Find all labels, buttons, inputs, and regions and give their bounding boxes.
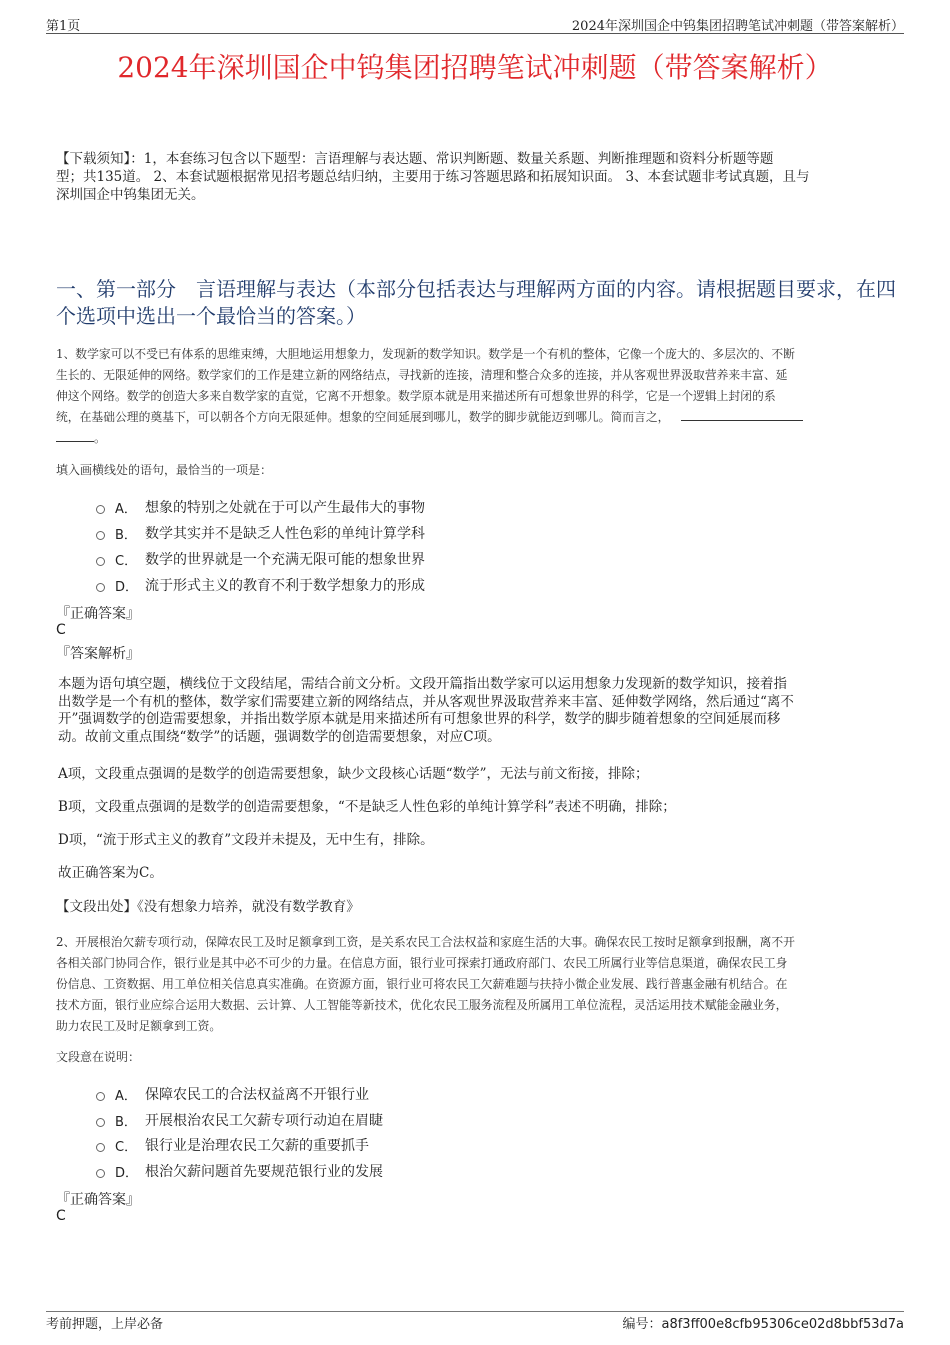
option-letter: B． — [115, 527, 137, 543]
option-text: 开展根治农民工欠薪专项行动迫在眉睫 — [145, 1113, 383, 1129]
option-text: 根治欠薪问题首先要规范银行业的发展 — [145, 1164, 383, 1180]
text-line: 动。故前文重点围绕“数学”的话题，强调数学的创造需要想象，对应C项。 — [58, 728, 501, 745]
radio-icon[interactable] — [96, 505, 105, 514]
option-c[interactable] — [96, 1135, 369, 1155]
text-segment: 。 — [94, 431, 106, 445]
radio-icon[interactable] — [96, 583, 105, 592]
header-page-number: 第1页 — [46, 19, 81, 34]
analysis-text — [58, 676, 894, 746]
text-segment: 统，在基础公理的奠基下，可以朝各个方向无限延伸。想象的空间延展到哪儿，数学的脚步就能迈到哪儿。简而言之， — [56, 410, 670, 424]
option-text: 数学的世界就是一个充满无限可能的想象世界 — [145, 552, 425, 568]
notice-line: 深圳国企中钨集团无关。 — [56, 187, 205, 203]
footer-id-label: 编号： — [622, 1317, 662, 1332]
option-b[interactable] — [96, 523, 425, 543]
option-text: 保障农民工的合法权益离不开银行业 — [145, 1087, 369, 1103]
footer-id-code: a8f3ff00e8cfb95306ce02d8bbf53d7a — [661, 1317, 904, 1332]
radio-icon[interactable] — [96, 557, 105, 566]
question-1-prompt: 填入画横线处的语句，最恰当的一项是： — [56, 463, 273, 477]
answer-value: C — [56, 622, 66, 638]
option-c[interactable] — [96, 549, 425, 569]
radio-icon[interactable] — [96, 1092, 105, 1101]
answer-label: 『正确答案』 — [56, 1192, 140, 1208]
text-line: 技术方面，银行业应综合运用大数据、云计算、人工智能等新技术，优化农民工服务流程及所属用工单位流程，灵活运用技术赋能金融业务， — [56, 998, 788, 1012]
analysis-item-b: B项，文段重点强调的是数学的创造需要想象，“不是缺乏人性色彩的单纯计算学科”表述不明确，排除； — [58, 799, 676, 815]
radio-icon[interactable] — [96, 1143, 105, 1152]
header-doc-title: 2024年深圳国企中钨集团招聘笔试冲刺题（带答案解析） — [571, 19, 904, 34]
radio-icon[interactable] — [96, 1169, 105, 1178]
text-line: 本题为语句填空题，横线位于文段结尾，需结合前文分析。文段开篇指出数学家可以运用想象力发现新的数学知识，接着指 — [58, 676, 787, 692]
option-b[interactable] — [96, 1110, 383, 1130]
text-line: 伸这个网络。数学的创造大多来自数学家的直觉，它离不开想象。数学原本就是用来描述所有可想象世界的科学，它是一个逻辑上封闭的系 — [56, 389, 776, 403]
answer-label: 『正确答案』 — [56, 606, 140, 622]
text-line — [56, 407, 898, 428]
footer-slogan: 考前押题，上岸必备 — [46, 1317, 164, 1332]
fill-blank — [681, 408, 803, 421]
fill-blank — [56, 429, 94, 442]
option-text: 流于形式主义的教育不利于数学想象力的形成 — [145, 578, 425, 594]
option-a[interactable] — [96, 497, 425, 517]
question-1-text — [56, 344, 898, 449]
option-letter: B． — [115, 1114, 137, 1130]
section-title: 一、第一部分 言语理解与表达（本部分包括表达与理解两方面的内容。请根据题目要求，在四个选项中选出一个最恰当的答案。） — [56, 277, 896, 328]
analysis-label: 『答案解析』 — [56, 646, 140, 662]
notice-line: 【下载须知】：1，本套练习包含以下题型：言语理解与表达题、常识判断题、数量关系题、判断推理题和资料分析题等题 — [56, 151, 774, 167]
option-letter: A． — [115, 1088, 137, 1104]
text-line: 各相关部门协同合作，银行业是其中必不可少的力量。在信息方面，银行业可探索打通政府部门、农民工所属行业等信息渠道，确保农民工身 — [56, 956, 788, 970]
text-line: 生长的、无限延伸的网络。数学家们的工作是建立新的网络结点，寻找新的连接，清理和整合众多的连接，并从客观世界汲取营养来丰富、延 — [56, 368, 788, 382]
option-a[interactable] — [96, 1084, 369, 1104]
option-letter: C． — [115, 553, 138, 569]
analysis-item-d: D项，“流于形式主义的教育”文段并未提及，无中生有，排除。 — [58, 832, 434, 848]
source-citation: 【文段出处】《没有想象力培养，就没有数学教育》 — [56, 899, 360, 915]
download-notice — [56, 150, 902, 204]
text-line: 2、开展根治欠薪专项行动，保障农民工及时足额拿到工资，是关系农民工合法权益和家庭生活的大事。确保农民工按时足额拿到报酬，离不开 — [56, 935, 795, 949]
text-line: 份信息、工资数据、用工单位相关信息真实准确。在资源方面，银行业可将农民工欠薪难题与扶持小微企业发展、践行普惠金融有机结合。在 — [56, 977, 788, 991]
radio-icon[interactable] — [96, 1118, 105, 1127]
analysis-item-a: A项，文段重点强调的是数学的创造需要想象，缺少文段核心话题“数学”，无法与前文衔接，排除； — [58, 766, 649, 782]
option-letter: D． — [115, 579, 139, 595]
text-line: 出数学是一个有机的整体，数学家们需要建立新的网络结点，并从客观世界汲取营养来丰富、延伸数学网络，然后通过“离不 — [58, 693, 794, 710]
header-divider — [46, 33, 904, 34]
answer-value: C — [56, 1208, 66, 1224]
option-letter: A． — [115, 501, 137, 517]
page-title: 2024年深圳国企中钨集团招聘笔试冲刺题（带答案解析） — [117, 51, 833, 84]
radio-icon[interactable] — [96, 531, 105, 540]
footer-id — [622, 1313, 904, 1332]
option-letter: C． — [115, 1139, 138, 1155]
text-line — [56, 428, 898, 449]
question-2-text — [56, 932, 898, 1037]
option-d[interactable] — [96, 575, 425, 595]
text-line: 开”强调数学的创造需要想象，并指出数学原本就是用来描述所有可想象世界的科学，数学的脚步随着想象的空间延展而移 — [58, 711, 781, 727]
analysis-conclusion: 故正确答案为C。 — [58, 865, 163, 881]
option-text: 想象的特别之处就在于可以产生最伟大的事物 — [145, 500, 425, 516]
text-line: 1、数学家可以不受已有体系的思维束缚，大胆地运用想象力，发现新的数学知识。数学是一个有机的整体，它像一个庞大的、多层次的、不断 — [56, 347, 795, 361]
text-line: 助力农民工及时足额拿到工资。 — [56, 1019, 222, 1033]
option-d[interactable] — [96, 1161, 383, 1181]
footer-divider — [46, 1311, 904, 1312]
notice-line: 型；共135道。 2、本套试题根据常见招考题总结归纳，主要用于练习答题思路和拓展知识面。 3、本套试题非考试真题，且与 — [56, 169, 810, 185]
option-letter: D． — [115, 1165, 139, 1181]
option-text: 数学其实并不是缺乏人性色彩的单纯计算学科 — [145, 526, 425, 542]
option-text: 银行业是治理农民工欠薪的重要抓手 — [145, 1138, 369, 1154]
question-2-prompt: 文段意在说明： — [56, 1050, 141, 1064]
